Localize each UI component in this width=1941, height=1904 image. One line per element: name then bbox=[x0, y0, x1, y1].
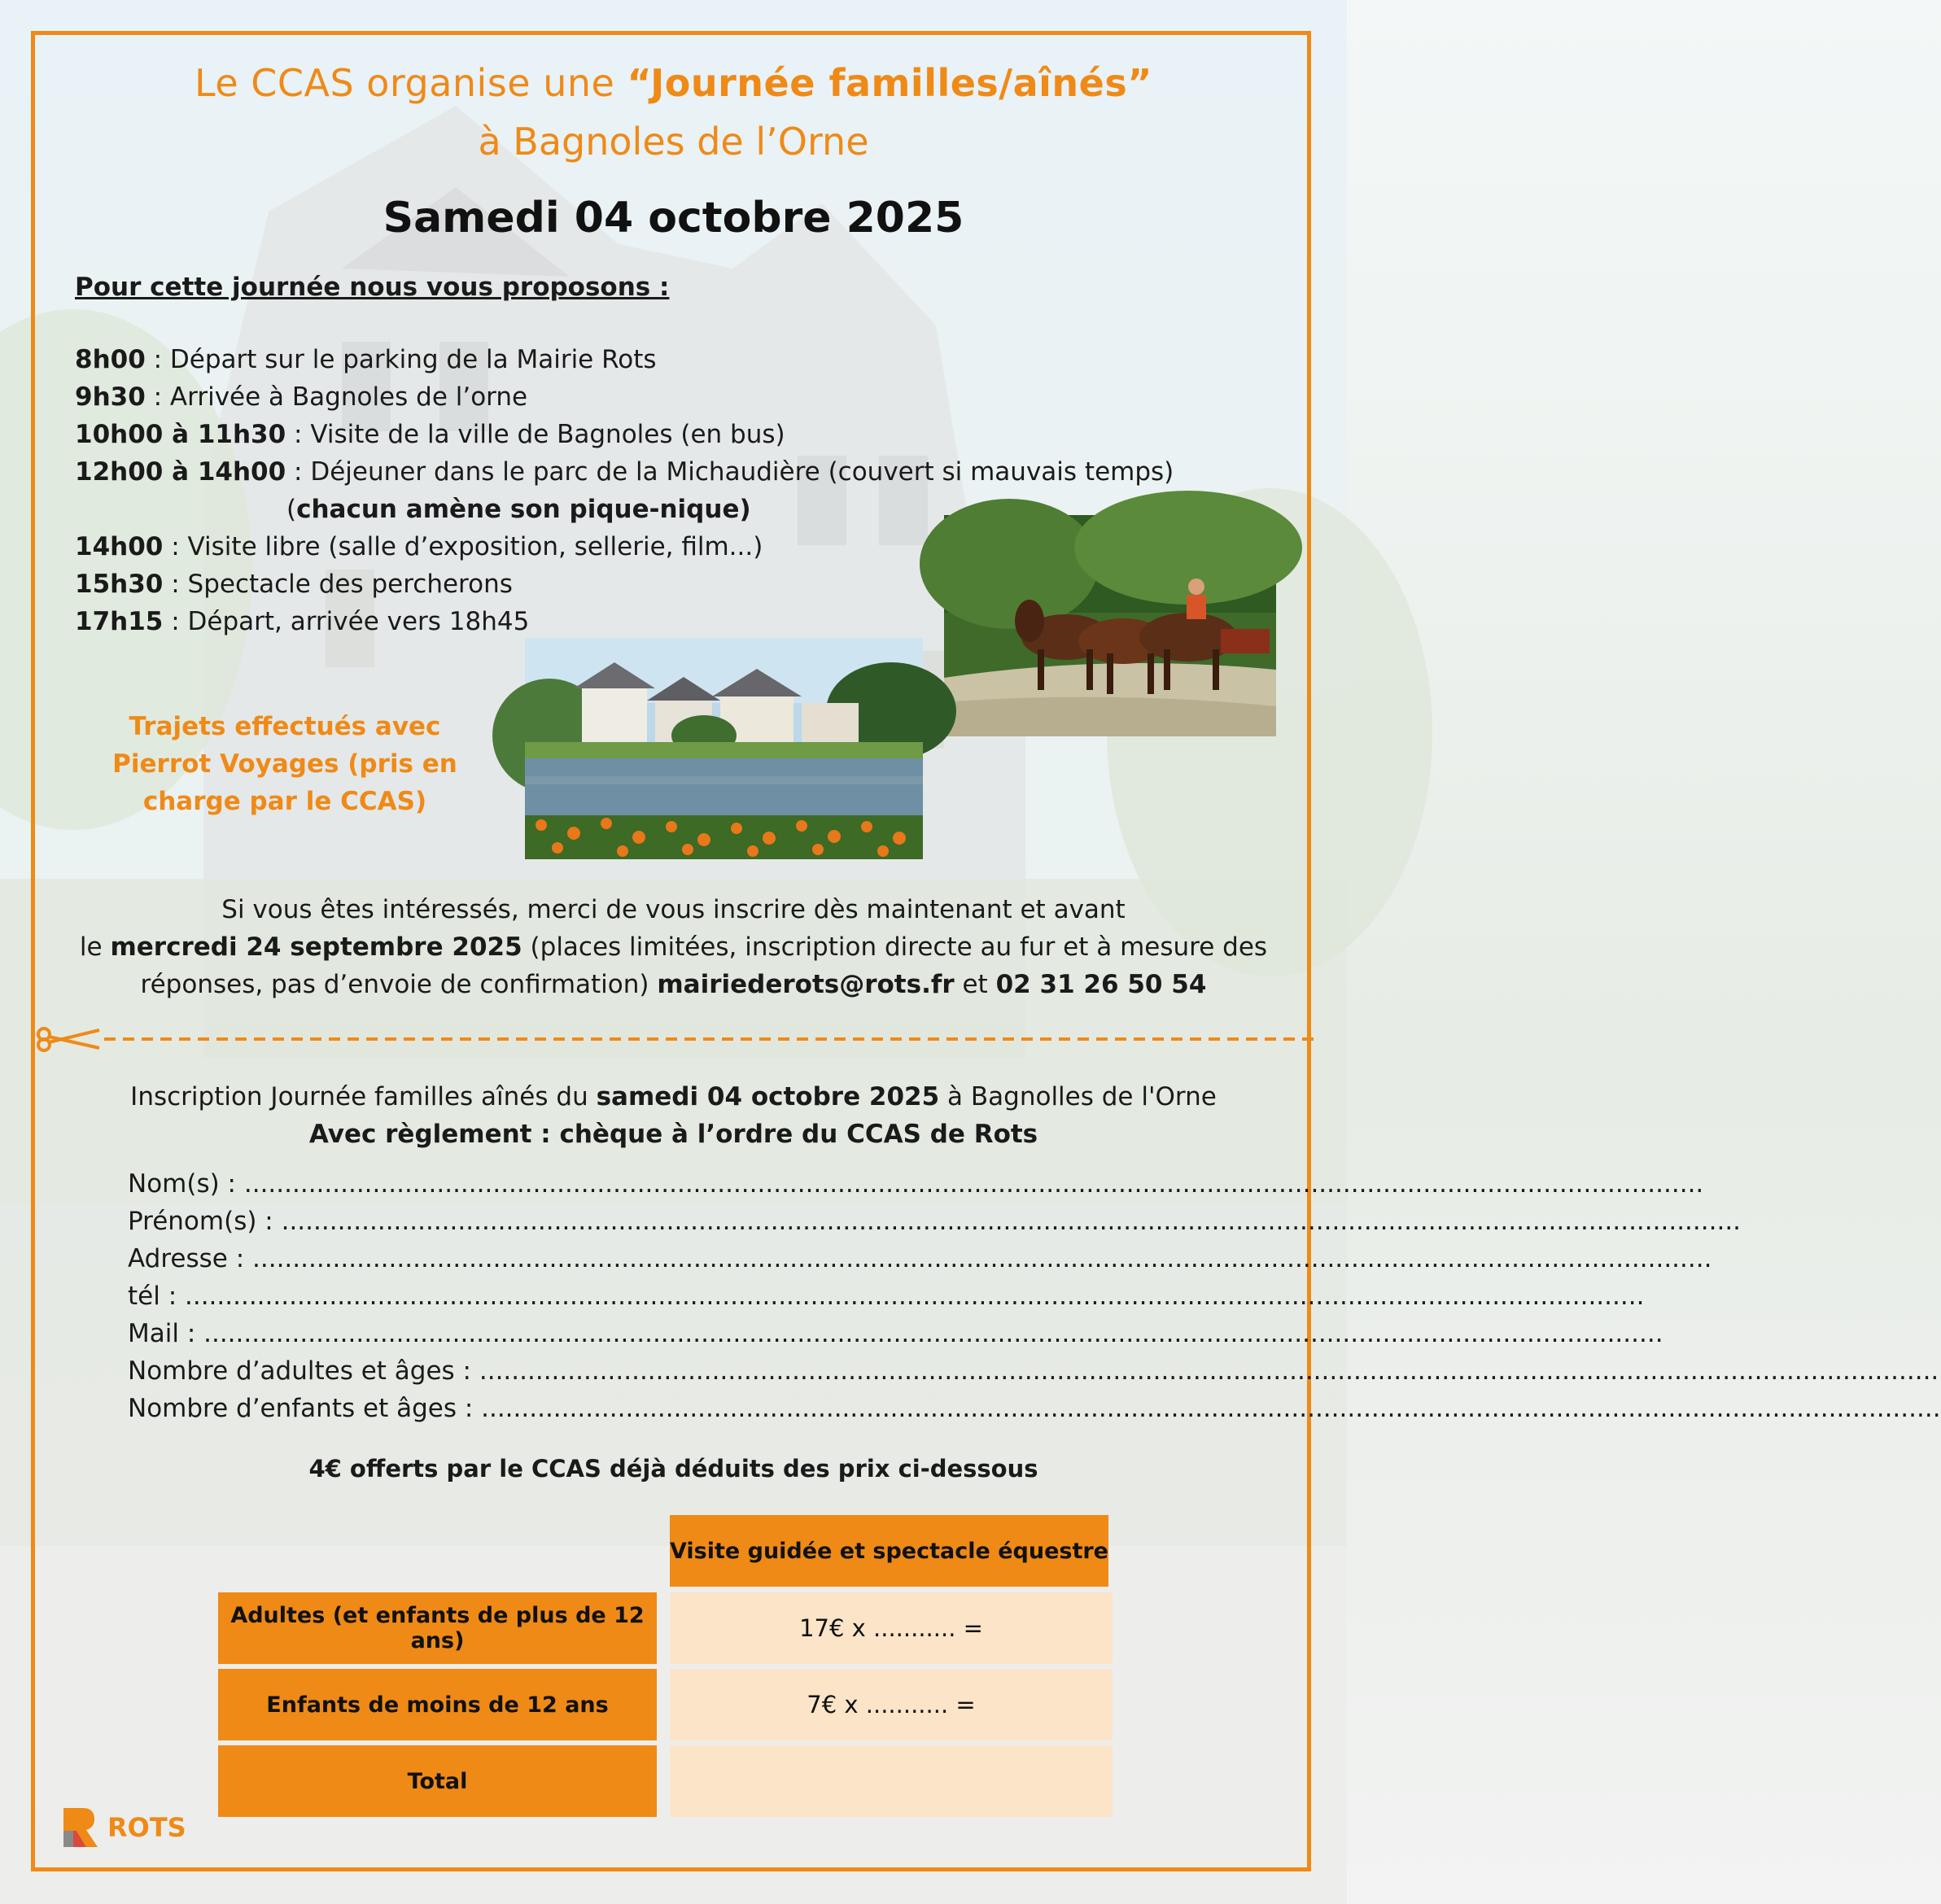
price-row-label-total: Total bbox=[218, 1745, 657, 1817]
logo-text: ROTS bbox=[107, 1812, 186, 1843]
price-row-value-adults[interactable]: 17€ x ........... = bbox=[670, 1592, 1113, 1664]
ccas-offer: 4€ offerts par le CCAS déjà déduits des prix ci-dessous bbox=[308, 1455, 1038, 1483]
form-field-adultes[interactable]: Nombre d’adultes et âges : ...................................................................................................................................................................................... bbox=[128, 1356, 1939, 1386]
form-header: Inscription Journée familles aînés du samedi 04 octobre 2025 à Bagnolles de l'Orne Avec règlement : chèque à l’ordre du CCAS de Rots bbox=[130, 1082, 1217, 1149]
schedule-item: 14h00 : Visite libre (salle d’exposition, sellerie, film...) bbox=[75, 532, 763, 561]
form-field-nom[interactable]: Nom(s) : ...................................................................................................................................................................................... bbox=[128, 1169, 1704, 1199]
form-field-enfants[interactable]: Nombre d’enfants et âges : ...................................................................................................................................................................................... bbox=[128, 1394, 1941, 1423]
rots-logo-icon bbox=[62, 1806, 101, 1849]
schedule-item: 12h00 à 14h00 : Déjeuner dans le parc de la Michaudière (couvert si mauvais temps) bbox=[75, 457, 1174, 487]
price-row-label-adults: Adultes (et enfants de plus de 12 ans) bbox=[218, 1592, 657, 1664]
form-field-mail[interactable]: Mail : ...................................................................................................................................................................................... bbox=[128, 1319, 1663, 1348]
price-row-value-total[interactable] bbox=[670, 1745, 1113, 1817]
scissors-icon bbox=[38, 1028, 99, 1050]
schedule-item: 17h15 : Départ, arrivée vers 18h45 bbox=[75, 607, 530, 636]
lake-photo bbox=[525, 638, 923, 859]
picnic-note: (chacun amène son pique-nique) bbox=[286, 495, 751, 524]
form-field-prenom[interactable]: Prénom(s) : ...................................................................................................................................................................................... bbox=[128, 1207, 1742, 1236]
signup-info: Si vous êtes intéressés, merci de vous inscrire dès maintenant et avant le mercredi 24 septembre 2025 (places limitées, inscription directe au fur et à mesure des réponses, pas d’envoie de confirmation) mairiederots@rots.fr et 02 31 26 50 54 bbox=[79, 895, 1268, 999]
price-row-value-children[interactable]: 7€ x ........... = bbox=[670, 1669, 1113, 1740]
schedule-item: 8h00 : Départ sur le parking de la Mairie Rots bbox=[75, 345, 657, 374]
price-table-header: Visite guidée et spectacle équestre bbox=[670, 1515, 1108, 1587]
cut-line bbox=[33, 1027, 1314, 1051]
schedule-item: 10h00 à 11h30 : Visite de la ville de Bagnoles (en bus) bbox=[75, 420, 785, 449]
form-field-tel[interactable]: tél : ...................................................................................................................................................................................... bbox=[128, 1282, 1645, 1311]
header-line1: Le CCAS organise une “Journée familles/aînés” bbox=[195, 61, 1152, 105]
form-field-adresse[interactable]: Adresse : ...................................................................................................................................................................................... bbox=[128, 1244, 1712, 1273]
horses-photo bbox=[944, 515, 1276, 736]
program-intro: Pour cette journée nous vous proposons : bbox=[75, 273, 670, 302]
price-row-label-children: Enfants de moins de 12 ans bbox=[218, 1669, 657, 1740]
header-line2: à Bagnoles de l’Orne bbox=[478, 120, 869, 164]
event-date: Samedi 04 octobre 2025 bbox=[383, 194, 964, 242]
rots-logo bbox=[62, 1806, 186, 1849]
schedule-item: 15h30 : Spectacle des percherons bbox=[75, 570, 513, 599]
contact-email: mairiederots@rots.fr bbox=[657, 970, 955, 999]
transport-note: Trajets effectués avec Pierrot Voyages (pris en charge par le CCAS) bbox=[112, 712, 457, 816]
contact-phone: 02 31 26 50 54 bbox=[995, 970, 1207, 999]
schedule-item: 9h30 : Arrivée à Bagnoles de l’orne bbox=[75, 382, 528, 412]
